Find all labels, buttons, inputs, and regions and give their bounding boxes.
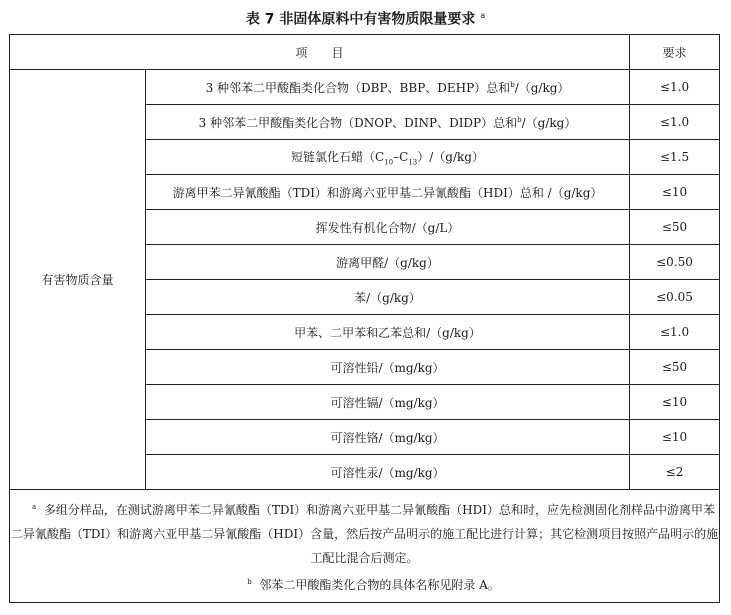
item-footnote-mark: b bbox=[510, 80, 515, 89]
table-title-footnote-mark: a bbox=[480, 11, 486, 20]
item-cell bbox=[146, 70, 630, 105]
item-text-mid: –C bbox=[393, 149, 409, 164]
item-text: 可溶性镉/（mg/kg） bbox=[330, 395, 445, 410]
requirement-cell: ≤1.0 bbox=[630, 105, 720, 140]
item-text: 可溶性汞/（mg/kg） bbox=[330, 465, 445, 480]
table-title-text: 表 7 非固体原料中有害物质限量要求 bbox=[245, 11, 476, 28]
item-subscript: 10 bbox=[384, 158, 394, 167]
requirement-cell: ≤10 bbox=[630, 420, 720, 455]
item-text: 3 种邻苯二甲酸酯类化合物（DBP、BBP、DEHP）总和 bbox=[205, 80, 511, 95]
header-item: 项 目 bbox=[10, 35, 630, 70]
table-row bbox=[10, 70, 720, 105]
requirement-cell: ≤50 bbox=[630, 210, 720, 245]
item-text: 挥发性有机化合物/（g/L） bbox=[315, 220, 460, 235]
requirement-cell: ≤1.5 bbox=[630, 140, 720, 175]
item-text: 可溶性铅/（mg/kg） bbox=[330, 360, 445, 375]
item-text: 可溶性铬/（mg/kg） bbox=[330, 430, 445, 445]
item-subscript: 13 bbox=[408, 158, 418, 167]
item-unit: /（g/kg） bbox=[521, 115, 577, 130]
item-cell bbox=[146, 210, 630, 245]
item-text: 短链氯化石蜡（C bbox=[291, 149, 385, 164]
note-a-text: 多组分样品，在测试游离甲苯二异氰酸酯（TDI）和游离六亚甲基二异氰酸酯（HDI）总和时，应先检测固化剂样品中游离甲苯二异氰酸酯（TDI）和游离六亚甲基二异氰酸酯（HDI）含量，然后按产品明示的施工配比进行计算；其它检测项目按照产品明示的施工配比混合后测定。 bbox=[10, 503, 719, 565]
header-requirement: 要求 bbox=[630, 35, 720, 70]
item-cell bbox=[146, 105, 630, 140]
note-a bbox=[10, 495, 719, 570]
item-unit: /（g/kg） bbox=[514, 80, 570, 95]
requirement-cell: ≤10 bbox=[630, 385, 720, 420]
limits-table bbox=[9, 34, 720, 603]
group-label: 有害物质含量 bbox=[10, 70, 146, 490]
note-a-mark: a bbox=[31, 503, 37, 511]
requirement-cell: ≤2 bbox=[630, 455, 720, 490]
item-cell bbox=[146, 385, 630, 420]
item-unit: ）/（g/kg） bbox=[417, 149, 484, 164]
note-b-mark: b bbox=[247, 578, 252, 586]
item-cell bbox=[146, 280, 630, 315]
item-cell bbox=[146, 140, 630, 175]
notes-row bbox=[10, 490, 720, 603]
item-cell bbox=[146, 350, 630, 385]
requirement-cell: ≤10 bbox=[630, 175, 720, 210]
item-cell bbox=[146, 245, 630, 280]
requirement-cell: ≤1.0 bbox=[630, 315, 720, 350]
note-b-text: 邻苯二甲酸酯类化合物的具体名称见附录 A。 bbox=[259, 578, 500, 592]
item-text: 3 种邻苯二甲酸酯类化合物（DNOP、DINP、DIDP）总和 bbox=[198, 115, 518, 130]
table-header-row bbox=[10, 35, 720, 70]
item-text: 甲苯、二甲苯和乙苯总和/（g/kg） bbox=[294, 325, 481, 340]
item-footnote-mark: b bbox=[517, 115, 522, 124]
requirement-cell: ≤1.0 bbox=[630, 70, 720, 105]
requirement-cell: ≤50 bbox=[630, 350, 720, 385]
item-text: 游离甲苯二异氰酸酯（TDI）和游离六亚甲基二异氰酸酯（HDI）总和 /（g/kg） bbox=[172, 185, 603, 200]
item-cell bbox=[146, 315, 630, 350]
item-cell bbox=[146, 455, 630, 490]
item-cell bbox=[146, 175, 630, 210]
notes-cell bbox=[10, 490, 720, 603]
item-text: 游离甲醛/（g/kg） bbox=[336, 255, 439, 270]
note-b bbox=[10, 570, 719, 597]
item-text: 苯/（g/kg） bbox=[354, 290, 421, 305]
requirement-cell: ≤0.50 bbox=[630, 245, 720, 280]
item-cell bbox=[146, 420, 630, 455]
table-title bbox=[0, 6, 731, 30]
requirement-cell: ≤0.05 bbox=[630, 280, 720, 315]
